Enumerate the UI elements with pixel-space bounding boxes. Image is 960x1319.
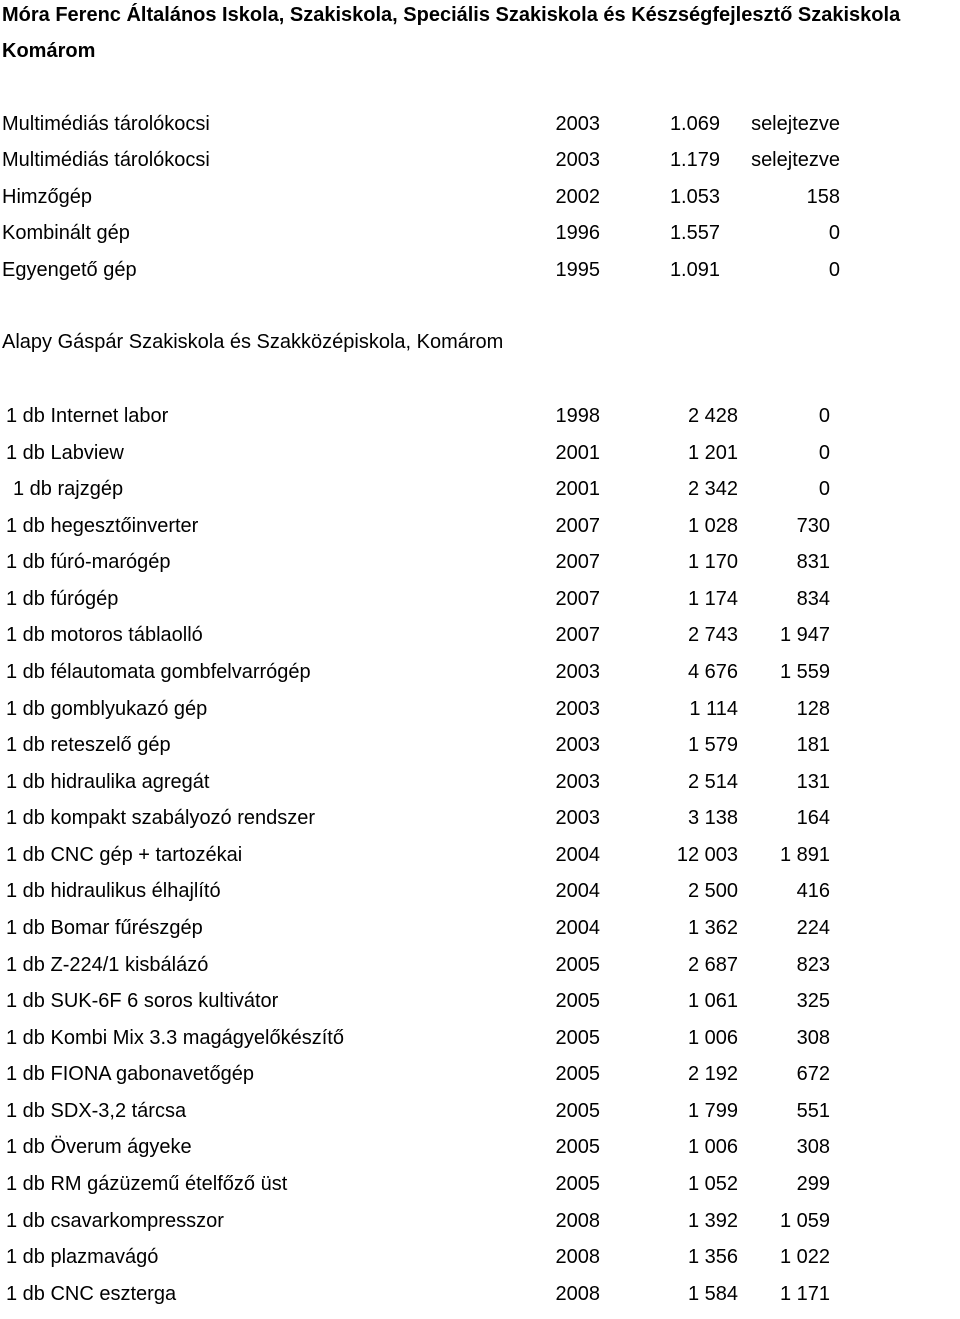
equipment-name: 1 db Labview: [6, 442, 124, 464]
equipment-residual: 0: [818, 442, 830, 464]
table-row: [0, 1136, 960, 1172]
equipment-residual: 1 891: [779, 844, 830, 866]
equipment-year: 2004: [555, 880, 600, 902]
equipment-year: 2005: [555, 1063, 600, 1085]
equipment-year: 2004: [555, 844, 600, 866]
equipment-year: 2008: [555, 1283, 600, 1305]
equipment-residual: 551: [796, 1100, 830, 1122]
equipment-value: 12 003: [676, 844, 738, 866]
equipment-value: 1 799: [687, 1100, 738, 1122]
equipment-year: 2005: [555, 1136, 600, 1158]
equipment-year: 2003: [555, 149, 600, 171]
equipment-residual: 1 171: [779, 1283, 830, 1305]
equipment-value: 4 676: [687, 661, 738, 683]
table-row: [0, 1063, 960, 1099]
equipment-value: 1 028: [687, 515, 738, 537]
equipment-year: 2003: [555, 113, 600, 135]
equipment-value: 1 579: [687, 734, 738, 756]
equipment-value: 1.557: [669, 222, 720, 244]
equipment-name: 1 db motoros táblaolló: [6, 624, 203, 646]
equipment-value: 1 114: [689, 698, 738, 720]
equipment-year: 1995: [555, 259, 600, 281]
equipment-name: 1 db reteszelő gép: [6, 734, 171, 756]
equipment-name: 1 db kompakt szabályozó rendszer: [6, 807, 316, 829]
equipment-name: Multimédiás tárolókocsi: [2, 149, 210, 171]
equipment-name: 1 db hidraulika agregát: [6, 771, 210, 793]
table-row: [0, 734, 960, 770]
table-row: [0, 113, 960, 149]
equipment-year: 2003: [555, 771, 600, 793]
table-row: [0, 222, 960, 258]
equipment-name: 1 db hidraulikus élhajlító: [6, 880, 221, 902]
equipment-residual: 1 059: [779, 1210, 830, 1232]
table-row: [0, 624, 960, 660]
equipment-year: 2003: [555, 807, 600, 829]
equipment-value: 2 342: [687, 478, 738, 500]
equipment-value: 1 584: [687, 1283, 738, 1305]
school1-title-line1: Móra Ferenc Általános Iskola, Szakiskola, Speciális Szakiskola és Készségfejlesztő Szakiskola: [2, 4, 901, 26]
equipment-year: 2007: [555, 551, 600, 573]
equipment-value: 1.091: [669, 259, 720, 281]
table-row: [0, 1100, 960, 1136]
equipment-year: 2004: [555, 917, 600, 939]
equipment-value: 1 356: [687, 1246, 738, 1268]
equipment-name: 1 db hegesztőinverter: [6, 515, 199, 537]
table-row: [0, 954, 960, 990]
equipment-residual: 416: [796, 880, 830, 902]
equipment-value: 2 500: [687, 880, 738, 902]
equipment-residual: 0: [828, 259, 840, 281]
table-row: [0, 186, 960, 222]
table-row: [0, 1027, 960, 1063]
equipment-residual: selejtezve: [751, 113, 840, 135]
equipment-name: 1 db rajzgép: [13, 478, 124, 500]
equipment-year: 2003: [555, 734, 600, 756]
table-row: [0, 807, 960, 843]
table-row: [0, 698, 960, 734]
equipment-residual: 831: [796, 551, 830, 573]
equipment-value: 1 170: [687, 551, 738, 573]
table-row: [0, 1283, 960, 1319]
equipment-year: 2007: [555, 588, 600, 610]
equipment-year: 2003: [555, 698, 600, 720]
equipment-value: 3 138: [687, 807, 738, 829]
equipment-name: 1 db gomblyukazó gép: [6, 698, 208, 720]
equipment-name: 1 db csavarkompresszor: [6, 1210, 224, 1232]
table-row: [0, 551, 960, 587]
equipment-year: 2007: [555, 624, 600, 646]
table-row: [0, 771, 960, 807]
equipment-residual: 1 947: [779, 624, 830, 646]
equipment-year: 2005: [555, 1100, 600, 1122]
equipment-value: 1 392: [687, 1210, 738, 1232]
table-row: [0, 880, 960, 916]
equipment-residual: 834: [796, 588, 830, 610]
equipment-name: 1 db fúrógép: [6, 588, 119, 610]
equipment-name: 1 db CNC gép + tartozékai: [6, 844, 243, 866]
equipment-residual: 128: [796, 698, 830, 720]
equipment-name: Egyengető gép: [2, 259, 137, 281]
equipment-name: 1 db plazmavágó: [6, 1246, 159, 1268]
equipment-name: 1 db SDX-3,2 tárcsa: [6, 1100, 187, 1122]
equipment-residual: 164: [796, 807, 830, 829]
equipment-name: 1 db félautomata gombfelvarrógép: [6, 661, 311, 683]
equipment-year: 1998: [555, 405, 600, 427]
equipment-residual: 0: [818, 478, 830, 500]
equipment-year: 2007: [555, 515, 600, 537]
equipment-value: 1 006: [687, 1136, 738, 1158]
equipment-name: 1 db RM gázüzemű ételfőző üst: [6, 1173, 288, 1195]
table-row: [0, 259, 960, 295]
equipment-residual: 308: [796, 1136, 830, 1158]
equipment-value: 1.069: [669, 113, 720, 135]
table-row: [0, 661, 960, 697]
equipment-year: 2002: [555, 186, 600, 208]
equipment-year: 2001: [555, 442, 600, 464]
equipment-residual: 823: [796, 954, 830, 976]
equipment-residual: 158: [806, 186, 840, 208]
equipment-residual: 181: [796, 734, 830, 756]
equipment-residual: 0: [828, 222, 840, 244]
equipment-residual: 672: [796, 1063, 830, 1085]
equipment-name: 1 db FIONA gabonavetőgép: [6, 1063, 254, 1085]
table-row: [0, 917, 960, 953]
equipment-name: 1 db CNC eszterga: [6, 1283, 177, 1305]
equipment-residual: selejtezve: [751, 149, 840, 171]
equipment-value: 1 052: [687, 1173, 738, 1195]
equipment-value: 1 201: [687, 442, 738, 464]
table-row: [0, 442, 960, 478]
school2-title: Alapy Gáspár Szakiskola és Szakközépiskola, Komárom: [2, 331, 504, 353]
equipment-residual: 299: [796, 1173, 830, 1195]
equipment-value: 1.053: [669, 186, 720, 208]
equipment-year: 2005: [555, 954, 600, 976]
equipment-residual: 0: [818, 405, 830, 427]
table-row: [0, 844, 960, 880]
equipment-value: 2 687: [687, 954, 738, 976]
table-row: [0, 588, 960, 624]
equipment-name: 1 db fúró-marógép: [6, 551, 171, 573]
equipment-name: 1 db Internet labor: [6, 405, 169, 427]
equipment-residual: 325: [796, 990, 830, 1012]
equipment-value: 1 362: [687, 917, 738, 939]
equipment-name: 1 db SUK-6F 6 soros kultivátor: [6, 990, 279, 1012]
equipment-residual: 1 559: [779, 661, 830, 683]
table-row: [0, 515, 960, 551]
equipment-name: Multimédiás tárolókocsi: [2, 113, 210, 135]
equipment-year: 2001: [555, 478, 600, 500]
table-row: [0, 1173, 960, 1209]
equipment-year: 2005: [555, 1027, 600, 1049]
equipment-year: 2008: [555, 1246, 600, 1268]
equipment-year: 2005: [555, 990, 600, 1012]
equipment-value: 1 174: [687, 588, 738, 610]
equipment-name: Himzőgép: [2, 186, 93, 208]
equipment-value: 2 514: [687, 771, 738, 793]
table-row: [0, 405, 960, 441]
equipment-value: 2 743: [687, 624, 738, 646]
equipment-name: 1 db Kombi Mix 3.3 magágyelőkészítő: [6, 1027, 344, 1049]
equipment-name: 1 db Överum ágyeke: [6, 1136, 192, 1158]
equipment-value: 1.179: [669, 149, 720, 171]
equipment-value: 1 006: [687, 1027, 738, 1049]
equipment-name: Kombinált gép: [2, 222, 130, 244]
table-row: [0, 1246, 960, 1282]
table-row: [0, 478, 960, 514]
equipment-name: 1 db Bomar fűrészgép: [6, 917, 203, 939]
school1-title-line2: Komárom: [2, 40, 96, 62]
equipment-year: 1996: [555, 222, 600, 244]
equipment-value: 2 428: [687, 405, 738, 427]
equipment-year: 2008: [555, 1210, 600, 1232]
equipment-residual: 730: [796, 515, 830, 537]
equipment-residual: 131: [796, 771, 830, 793]
table-row: [0, 990, 960, 1026]
equipment-residual: 224: [796, 917, 830, 939]
table-row: [0, 1210, 960, 1246]
equipment-value: 1 061: [687, 990, 738, 1012]
equipment-year: 2003: [555, 661, 600, 683]
equipment-residual: 1 022: [779, 1246, 830, 1268]
equipment-name: 1 db Z-224/1 kisbálázó: [6, 954, 209, 976]
equipment-year: 2005: [555, 1173, 600, 1195]
equipment-residual: 308: [796, 1027, 830, 1049]
table-row: [0, 149, 960, 185]
equipment-value: 2 192: [687, 1063, 738, 1085]
